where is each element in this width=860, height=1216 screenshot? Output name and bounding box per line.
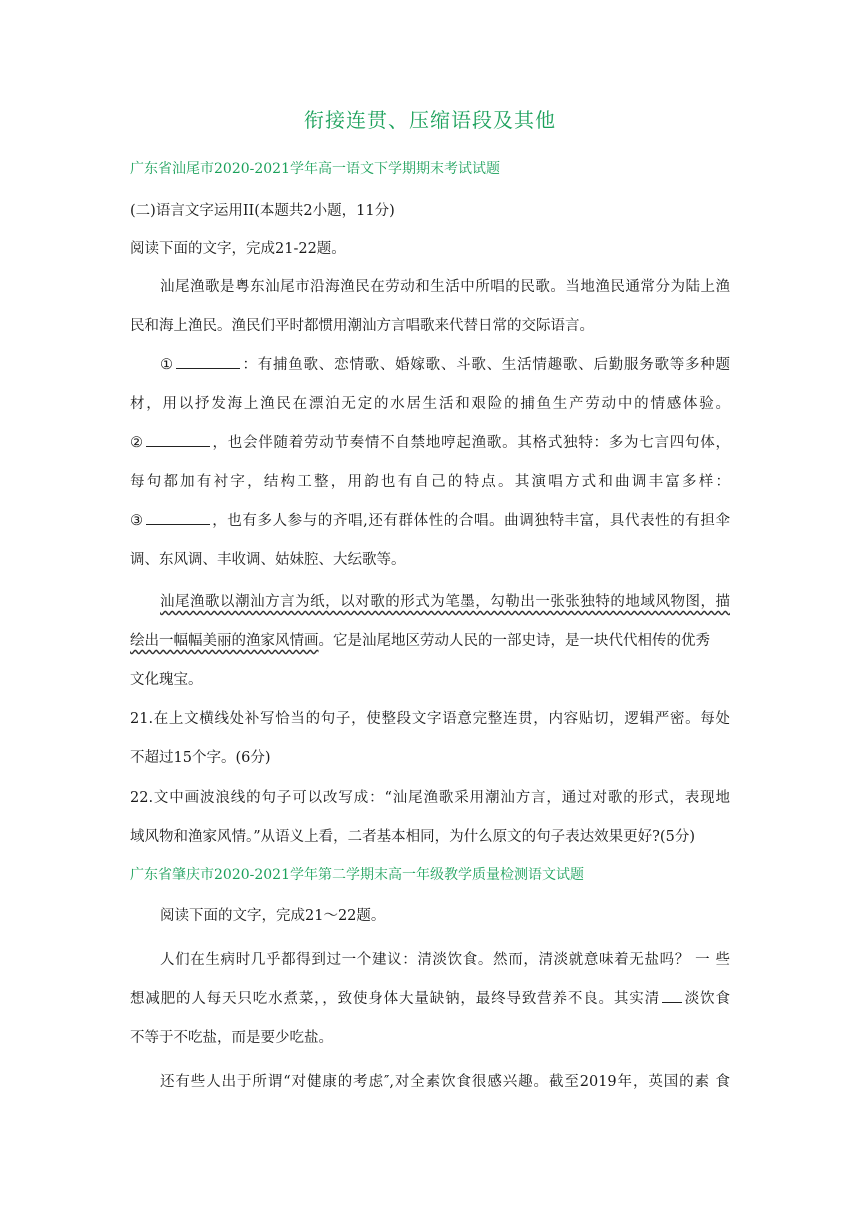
s1-p2-line4: 每句都加有衬字，结构工整，用韵也有自己的特点。其演唱方式和曲调丰富多样：: [130, 474, 730, 490]
question-22-line1: 22.文中画波浪线的句子可以改写成：“汕尾渔歌采用潮汕方言，通过对歌的形式，表现地: [130, 790, 730, 806]
fill-in-blank-3[interactable]: [146, 509, 210, 525]
question-22-line2: 域风物和渔家风情。”从语义上看，二者基本相同，为什么原文的句子表达效果更好?(5分): [130, 829, 695, 845]
section1-source: 广东省汕尾市2020-2021学年高一语文下学期期末考试试题: [130, 161, 500, 177]
question-21-line1: 21.在上文横线处补写恰当的句子，使整段文字语意完整连贯，内容贴切，逻辑严密。每处: [130, 711, 730, 727]
s1-p2-line3-text: ，也会伴随着劳动节奏情不自禁地哼起渔歌。其格式独特：多为七言四句体，: [211, 435, 731, 452]
s1-p2-line1: [160, 353, 730, 374]
s1-p3-line3: 文化瑰宝。: [130, 672, 203, 688]
document-title: 衔接连贯、压缩语段及其他: [304, 108, 556, 132]
section2-source: 广东省肇庆市2020-2021学年第二学期末高一年级教学质量检测语文试题: [130, 867, 584, 883]
s1-p1-line1: 汕尾渔歌是粤东汕尾市沿海渔民在劳动和生活中所唱的民歌。当地渔民通常分为陆上渔: [160, 279, 730, 295]
section2-instruction: 阅读下面的文字，完成21～22题。: [160, 908, 386, 924]
blank-marker-1: ①: [160, 357, 174, 374]
s1-p2-line3: [130, 431, 730, 452]
fill-in-blank-2[interactable]: [146, 431, 210, 447]
blank-marker-2: ②: [130, 435, 144, 452]
s2-p1-line2: [130, 987, 730, 1008]
s1-p2-line6: 调、东风调、丰收调、姑妹腔、大纭歌等。: [130, 552, 406, 568]
s2-p1-line2-text: 想减肥的人每天只吃水煮菜，，致使身体大量缺钠，最终导致营养不良。其实清: [130, 991, 660, 1008]
s2-p1-line2-tail: 淡饮食: [683, 991, 730, 1008]
blank-marker-3: ③: [130, 513, 144, 530]
s1-p2-line5-text: ，也有多人参与的齐唱,还有群体性的合唱。曲调独特丰富，具代表性的有担伞: [211, 513, 730, 530]
fill-in-blank-1[interactable]: [176, 353, 240, 369]
s1-p1-line2: 民和海上渔民。渔民们平时都惯用潮汕方言唱歌来代替日常的交际语言。: [130, 318, 594, 334]
s1-p2-line5: [130, 509, 730, 530]
wavy-underlined-sentence-part2: 绘出一幅幅美丽的渔家风情画: [130, 633, 319, 649]
s1-p2-line1-text: ：有捕鱼歌、恋情歌、婚嫁歌、斗歌、生活情趣歌、后勤服务歌等多种题: [241, 357, 731, 374]
s1-p3-line2-rest: 。它是汕尾地区劳动人民的一部史诗，是一块代代相传的优秀: [318, 633, 710, 649]
s2-p2-line1: 还有些人出于所谓“对健康的考虑″,对全素饮食很感兴趣。截至2019年，英国的素 食: [160, 1074, 730, 1090]
fill-in-blank-4[interactable]: [662, 987, 682, 1003]
section1-header: (二)语言文字运用II(本题共2小题，11分): [130, 203, 395, 219]
s1-p2-line2: 材，用以抒发海上渔民在漂泊无定的水居生活和艰险的捕鱼生产劳动中的情感体验。: [130, 396, 730, 412]
question-21-line2: 不超过15个字。(6分): [130, 750, 271, 766]
s1-p3-line1: [160, 590, 730, 611]
s2-p1-line1: 人们在生病时几乎都得到过一个建议：清淡饮食。然而，清淡就意味着无盐吗？ 一 些: [160, 952, 730, 968]
wavy-underlined-sentence-part1: 汕尾渔歌以潮汕方言为纸，以对歌的形式为笔墨，勾勒出一张张独特的地域风物图，描: [160, 594, 730, 610]
s1-p3-line2: [130, 629, 730, 650]
s2-p1-line3: 不等于不吃盐，而是要少吃盐。: [130, 1030, 333, 1046]
section1-instruction: 阅读下面的文字，完成21-22题。: [130, 241, 346, 257]
